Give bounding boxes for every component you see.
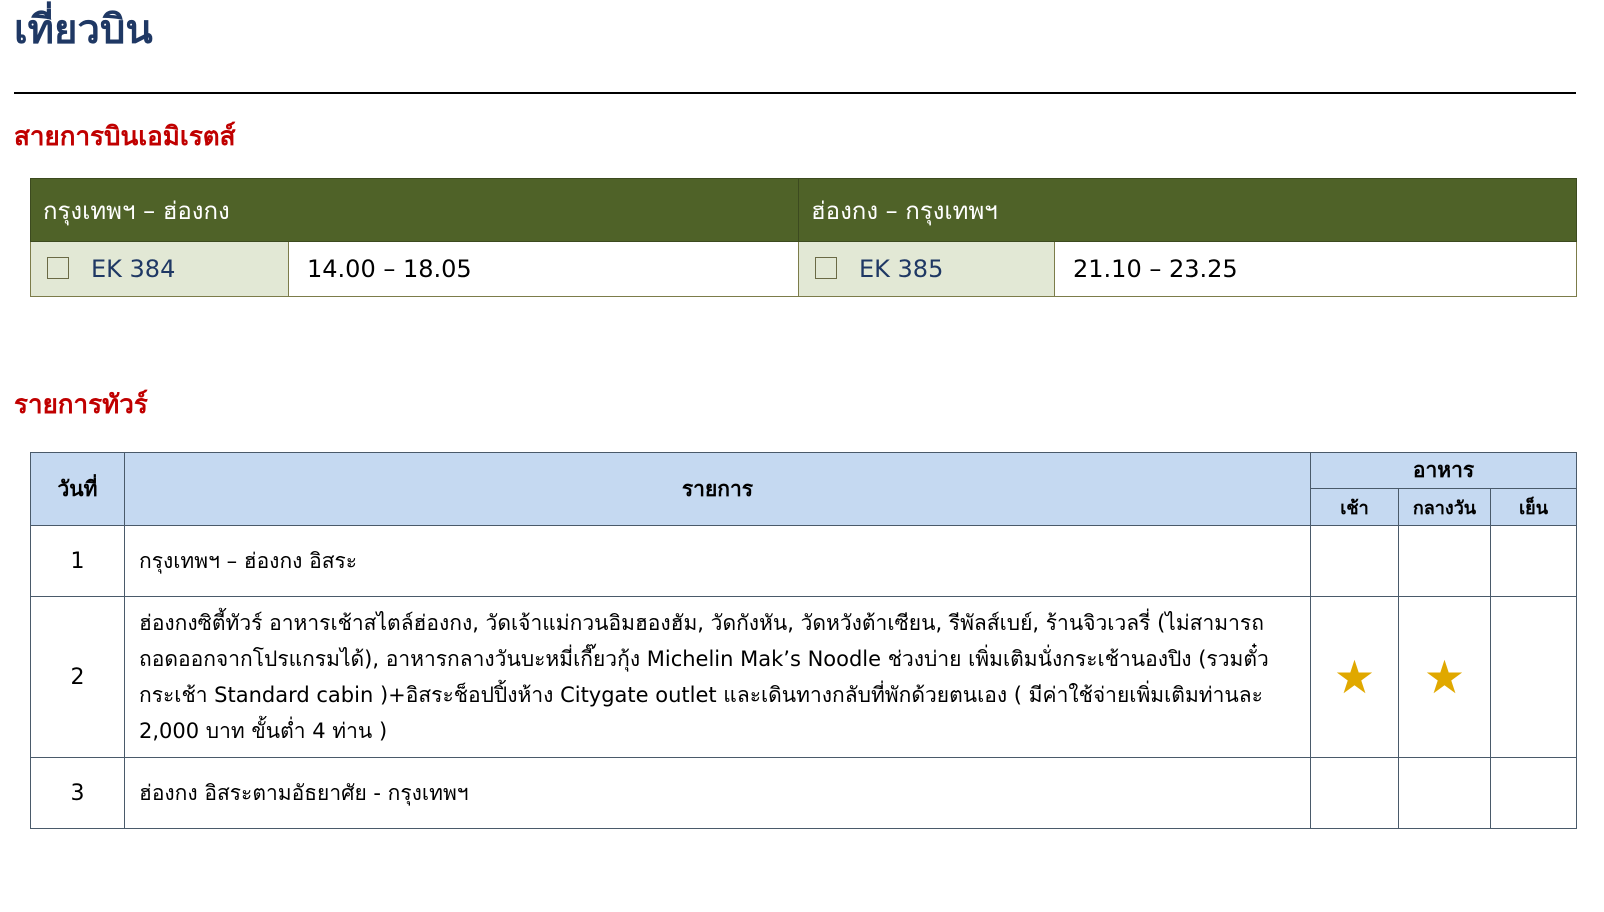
tour-table-header-row-1 <box>31 453 1577 489</box>
inbound-flight-time: 21.10 – 23.25 <box>1055 242 1577 297</box>
tour-header-meals: อาหาร <box>1311 453 1577 489</box>
inbound-flight-number: EK 385 <box>859 255 944 283</box>
table-row <box>31 526 1577 597</box>
tour-meal-breakfast <box>1311 526 1399 597</box>
flight-table-header-row <box>31 179 1577 242</box>
flight-table-row <box>31 242 1577 297</box>
tour-meal-lunch <box>1399 758 1491 829</box>
tour-day-program: ฮ่องกงซิตี้ทัวร์ อาหารเช้าสไตล์ฮ่องกง, วัดเจ้าแม่กวนอิมฮองฮัม, วัดกังหัน, วัดหวังต้าเซียน, รีพัลส์เบย์, ร้านจิวเวลรี่ (ไม่สามารถถอดออกจากโปรแกรมได้), อาหารกลางวันบะหมี่เกี๊ยวกุ้ง Michelin Mak’s Noodle ช่วงบ่าย เพิ่มเติมนั่งกระเช้านองปิง (รวมตั๋วกระเช้า Standard cabin )+อิสระช็อปปิ้งห้าง Citygate outlet และเดินทางกลับที่พักด้วยตนเอง ( มีค่าใช้จ่ายเพิ่มเติมท่านละ 2,000 บาท ขั้นต่ำ 4 ท่าน ) <box>125 597 1311 758</box>
tour-meal-dinner <box>1491 758 1577 829</box>
title-divider <box>14 92 1576 94</box>
inbound-checkbox-icon[interactable] <box>815 257 837 279</box>
tour-meal-breakfast <box>1311 597 1399 758</box>
star-icon: ★ <box>1333 650 1376 705</box>
page-title: เที่ยวบิน <box>14 7 153 53</box>
outbound-flight-cell[interactable] <box>31 242 289 297</box>
tour-day-number: 3 <box>31 758 125 829</box>
tour-meal-breakfast <box>1311 758 1399 829</box>
tour-header-program: รายการ <box>125 453 1311 526</box>
outbound-flight-number: EK 384 <box>91 255 176 283</box>
tour-header-lunch: กลางวัน <box>1399 489 1491 526</box>
tour-day-number: 1 <box>31 526 125 597</box>
flight-schedule-table <box>30 178 1577 297</box>
tour-itinerary-table <box>30 452 1577 829</box>
outbound-checkbox-icon[interactable] <box>47 257 69 279</box>
star-icon: ★ <box>1423 650 1466 705</box>
table-row <box>31 597 1577 758</box>
tour-day-program: ฮ่องกง อิสระตามอัธยาศัย - กรุงเทพฯ <box>125 758 1311 829</box>
tour-meal-lunch <box>1399 597 1491 758</box>
tour-meal-dinner <box>1491 526 1577 597</box>
tour-meal-lunch <box>1399 526 1491 597</box>
tour-section-heading: รายการทัวร์ <box>14 390 148 420</box>
flight-header-inbound: ฮ่องกง – กรุงเทพฯ <box>799 179 1577 242</box>
airline-section-heading: สายการบินเอมิเรตส์ <box>14 122 236 152</box>
table-row <box>31 758 1577 829</box>
tour-header-dinner: เย็น <box>1491 489 1577 526</box>
tour-day-program: กรุงเทพฯ – ฮ่องกง อิสระ <box>125 526 1311 597</box>
outbound-flight-time: 14.00 – 18.05 <box>289 242 799 297</box>
tour-day-number: 2 <box>31 597 125 758</box>
tour-meal-dinner <box>1491 597 1577 758</box>
flight-header-outbound: กรุงเทพฯ – ฮ่องกง <box>31 179 799 242</box>
tour-header-breakfast: เช้า <box>1311 489 1399 526</box>
tour-header-day: วันที่ <box>31 453 125 526</box>
inbound-flight-cell[interactable] <box>799 242 1055 297</box>
